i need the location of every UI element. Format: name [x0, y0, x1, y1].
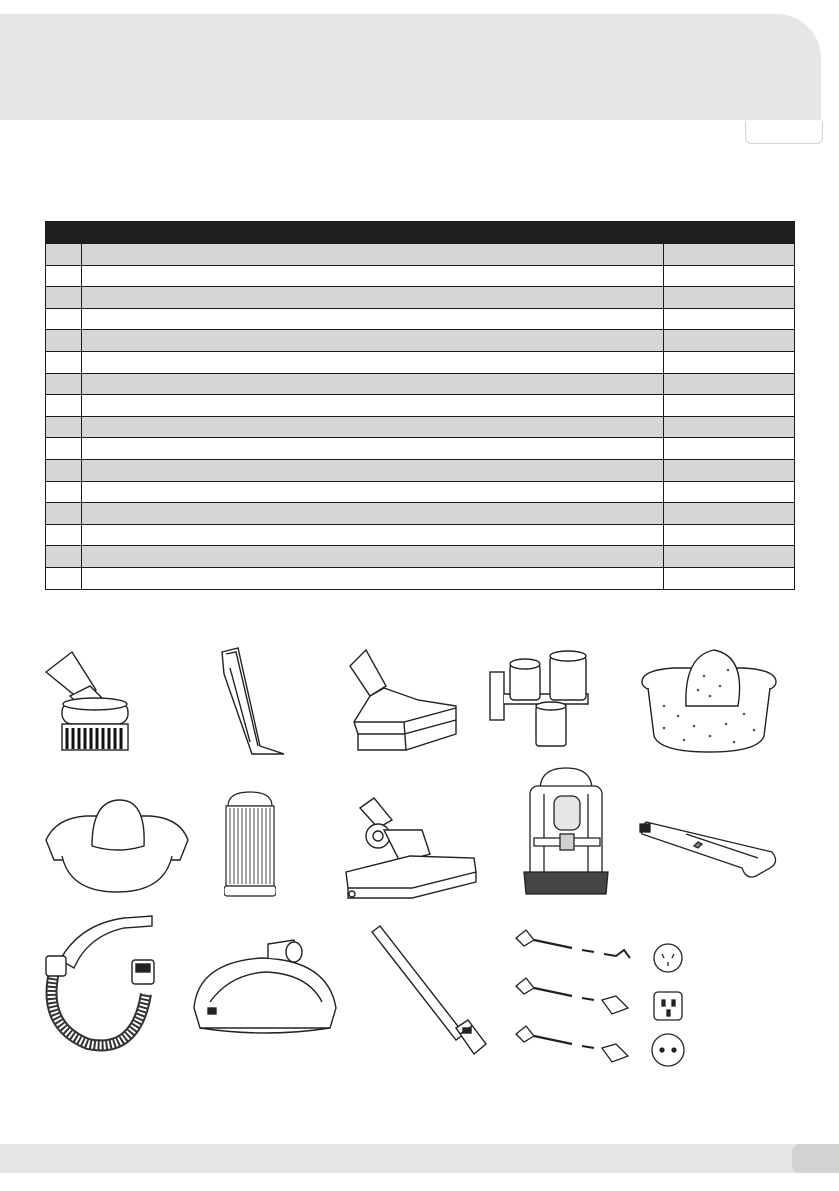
row-quantity-cell: [664, 568, 794, 589]
row-number-cell: [46, 374, 82, 395]
row-number-cell: [46, 287, 82, 308]
row-description-cell: [82, 482, 664, 503]
table-header: [46, 222, 794, 243]
table-row: [46, 243, 794, 265]
crevice-tool-icon: [214, 646, 284, 756]
row-quantity-cell: [664, 503, 794, 524]
footer-page-box: [792, 1144, 839, 1173]
table-row: [46, 459, 794, 481]
pre-filter-icon: [42, 796, 192, 896]
row-quantity-cell: [664, 546, 794, 567]
row-quantity-cell: [664, 374, 794, 395]
row-number-cell: [46, 352, 82, 373]
table-row: [46, 351, 794, 373]
row-description-cell: [82, 287, 664, 308]
dusting-brush-icon: [40, 646, 140, 756]
row-description-cell: [82, 266, 664, 287]
table-row: [46, 329, 794, 351]
header-page-tab: [745, 121, 823, 144]
row-number-cell: [46, 266, 82, 287]
row-quantity-cell: [664, 244, 794, 265]
flexible-hose-icon: [40, 914, 158, 1054]
table-row: [46, 502, 794, 524]
power-cords-icon: [512, 918, 702, 1070]
row-quantity-cell: [664, 352, 794, 373]
row-number-cell: [46, 438, 82, 459]
row-number-cell: [46, 503, 82, 524]
row-number-cell: [46, 525, 82, 546]
table-row: [46, 286, 794, 308]
table-row: [46, 373, 794, 395]
table-row: [46, 265, 794, 287]
row-description-cell: [82, 417, 664, 438]
table-row: [46, 567, 794, 589]
row-number-cell: [46, 309, 82, 330]
header-band: [0, 14, 821, 120]
row-quantity-cell: [664, 287, 794, 308]
wall-bracket-icon: [484, 650, 604, 750]
row-description-cell: [82, 395, 664, 416]
row-description-cell: [82, 330, 664, 351]
row-number-cell: [46, 568, 82, 589]
table-row: [46, 481, 794, 503]
filter-basket-icon: [634, 646, 784, 756]
row-description-cell: [82, 374, 664, 395]
row-number-cell: [46, 330, 82, 351]
row-number-cell: [46, 244, 82, 265]
row-description-cell: [82, 503, 664, 524]
row-quantity-cell: [664, 460, 794, 481]
row-quantity-cell: [664, 482, 794, 503]
row-description-cell: [82, 438, 664, 459]
row-quantity-cell: [664, 266, 794, 287]
row-description-cell: [82, 568, 664, 589]
row-description-cell: [82, 352, 664, 373]
row-quantity-cell: [664, 395, 794, 416]
table-row: [46, 394, 794, 416]
row-quantity-cell: [664, 438, 794, 459]
row-description-cell: [82, 244, 664, 265]
table-row: [46, 545, 794, 567]
dust-cover-icon: [190, 938, 340, 1042]
row-description-cell: [82, 525, 664, 546]
table-row: [46, 524, 794, 546]
row-number-cell: [46, 460, 82, 481]
pleated-filter-icon: [224, 790, 276, 902]
table-row: [46, 416, 794, 438]
extension-tube-icon: [368, 924, 492, 1060]
row-description-cell: [82, 309, 664, 330]
row-description-cell: [82, 460, 664, 481]
row-number-cell: [46, 395, 82, 416]
row-number-cell: [46, 546, 82, 567]
shoulder-strap-icon: [638, 818, 778, 884]
upholstery-tool-icon: [344, 646, 459, 756]
floor-head-icon: [340, 796, 480, 906]
table-row: [46, 308, 794, 330]
row-number-cell: [46, 417, 82, 438]
row-number-cell: [46, 482, 82, 503]
row-quantity-cell: [664, 330, 794, 351]
row-quantity-cell: [664, 417, 794, 438]
row-description-cell: [82, 546, 664, 567]
table-row: [46, 437, 794, 459]
row-quantity-cell: [664, 525, 794, 546]
parts-table: [45, 221, 795, 590]
backpack-harness-icon: [520, 764, 610, 904]
footer-band: [0, 1144, 839, 1173]
row-quantity-cell: [664, 309, 794, 330]
